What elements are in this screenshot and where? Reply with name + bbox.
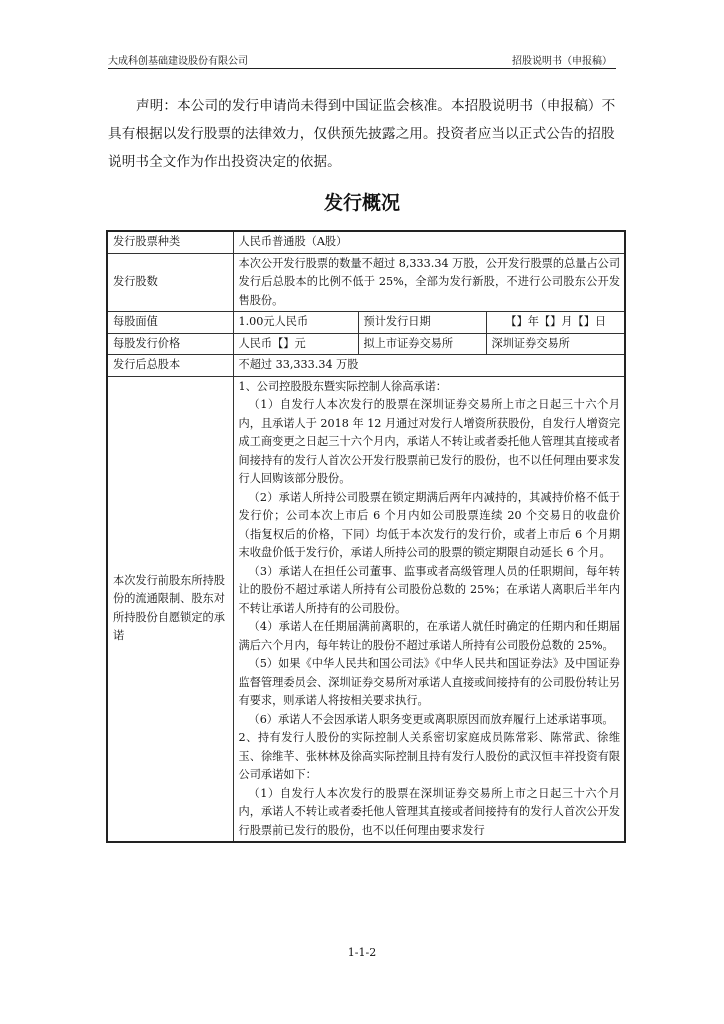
table-row <box>107 355 625 377</box>
row-label: 预计发行日期 <box>358 312 486 334</box>
row-value: 人民币普通股（A股） <box>233 231 625 253</box>
row-value: 深圳证券交易所 <box>486 333 625 355</box>
table-row <box>107 231 625 253</box>
declaration-text: 声明：本公司的发行申请尚未得到中国证监会核准。本招股说明书（申报稿）不具有根据以发行股票的法律效力，仅供预先披露之用。投资者应当以正式公告的招股说明书全文作为作出投资决定的依据。 <box>108 98 616 170</box>
row-value: 1.00元人民币 <box>233 312 358 334</box>
commitment-paragraph: （5）如果《中华人民共和国公司法》《中华人民共和国证券法》及中国证券监督管理委员会、深圳证券交易所对承诺人直接或间接持有的公司股份转让另有要求，则承诺人将按相关要求执行。 <box>238 657 621 707</box>
row-label: 发行股数 <box>107 253 233 312</box>
row-label: 本次发行前股东所持股份的流通限制、股东对所持股份自愿锁定的承诺 <box>107 376 233 842</box>
section-title: 发行概况 <box>323 192 400 214</box>
commitment-paragraph: （2）承诺人所持公司股票在锁定期满后两年内减持的，其减持价格不低于发行价；公司本次上市后 6 个月内如公司股票连续 20 个交易日的收盘价（指复权后的价格，下同）均低于本次发行的发行价，或者上市后 6 个月期末收盘价低于发行价，承诺人所持公司的股票的锁定期限自动延长 6 个月。 <box>238 490 621 559</box>
commitment-paragraph: 2、持有发行人股份的实际控制人关系密切家庭成员陈常彩、陈常武、徐维玉、徐维芊、张林林及徐高实际控制且持有发行人股份的武汉恒丰祥投资有限公司承诺如下： <box>238 731 621 781</box>
commitment-paragraph: （6）承诺人不会因承诺人职务变更或离职原因而放弃履行上述承诺事项。 <box>248 712 614 726</box>
commitment-paragraph: 1、公司控股股东暨实际控制人徐高承诺： <box>238 379 447 393</box>
row-label: 发行后总股本 <box>107 355 233 377</box>
commitment-paragraph: （1）自发行人本次发行的股票在深圳证券交易所上市之日起三十六个月内，承诺人不转让或者委托他人管理其直接或者间接持有的发行人首次公开发行股票前已发行的股份，也不以任何理由要求发行 <box>238 786 621 837</box>
lockup-commitments <box>233 376 625 842</box>
table-row <box>107 312 625 334</box>
row-value: 本次公开发行股票的数量不超过 8,333.34 万股，公开发行股票的总量占公司发行后总股本的比例不低于 25%，全部为发行新股，不进行公司股东公开发售股份。 <box>233 253 625 312</box>
commitment-paragraph: （3）承诺人在担任公司董事、监事或者高级管理人员的任职期间，每年转让的股份不超过承诺人所持有公司股份总数的 25%；在承诺人离职后半年内不转让承诺人所持有的公司股份。 <box>238 564 621 615</box>
row-label: 拟上市证券交易所 <box>358 333 486 355</box>
row-label: 每股发行价格 <box>107 333 233 355</box>
issuance-overview-table <box>106 230 626 843</box>
row-label: 发行股票种类 <box>107 231 233 253</box>
document-type: 招股说明书（申报稿） <box>512 56 612 67</box>
commitment-paragraph: （1）自发行人本次发行的股票在深圳证券交易所上市之日起三十六个月内，且承诺人于 2018 年 12 月通过对发行人增资所获股份，自发行人增资完成工商变更之日起三十六个月内，承诺人不转让或者委托他人管理其直接或者间接持有的发行人首次公开发行股票前已发行的股份，也不以任何理由要求发行人回购该部分股份。 <box>238 398 621 485</box>
row-value: 【】年【】月【】日 <box>486 312 625 334</box>
page-number: 1-1-2 <box>347 946 377 959</box>
table-row <box>107 333 625 355</box>
commitment-paragraph: （4）承诺人在任期届满前离职的，在承诺人就任时确定的任期内和任期届满后六个月内，每年转让的股份不超过承诺人所持有公司股份总数的 25%。 <box>238 620 621 652</box>
table-row <box>107 376 625 842</box>
row-value: 不超过 33,333.34 万股 <box>233 355 625 377</box>
row-label: 每股面值 <box>107 312 233 334</box>
row-value: 人民币【】元 <box>233 333 358 355</box>
page-header <box>108 50 616 69</box>
table-row <box>107 253 625 312</box>
company-name: 大成科创基础建设股份有限公司 <box>108 56 248 67</box>
